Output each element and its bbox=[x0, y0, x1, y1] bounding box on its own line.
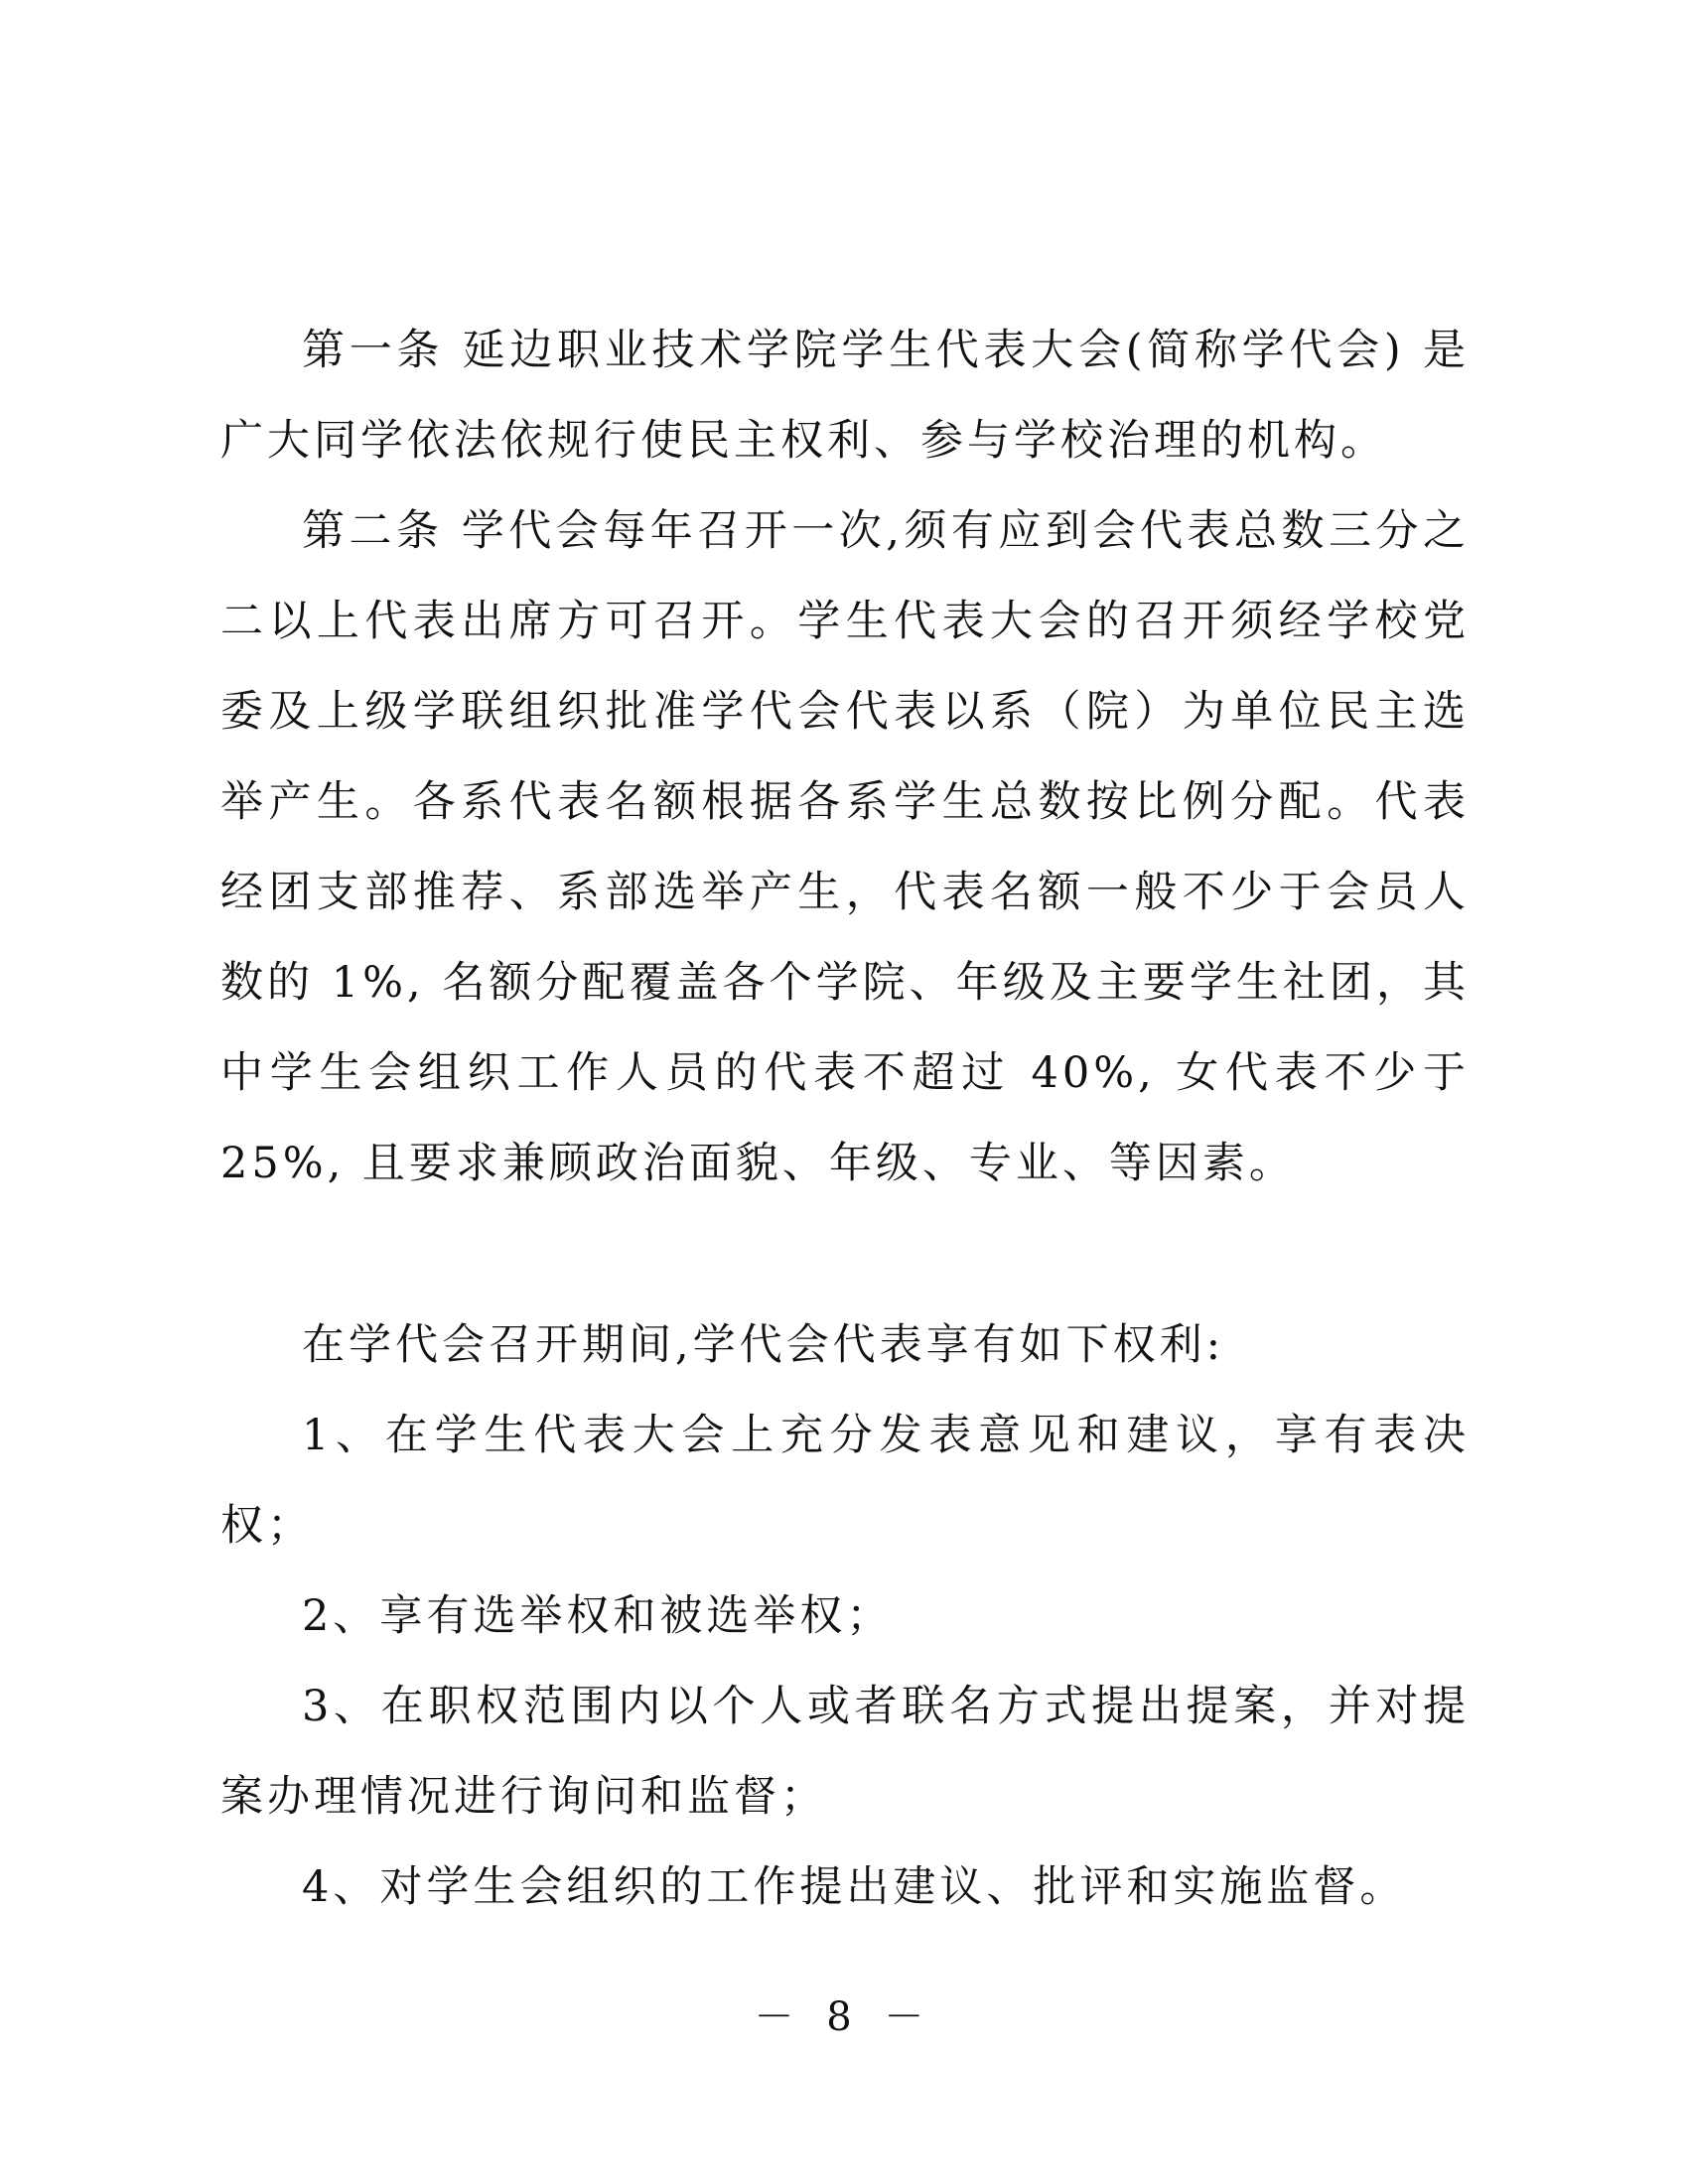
section-spacer bbox=[220, 1209, 1470, 1300]
article-1-paragraph: 第一条 延边职业技术学院学生代表大会(简称学代会) 是广大同学依法依规行使民主权利、参与学校治理的机构。 bbox=[220, 326, 1470, 466]
rights-intro-paragraph: 在学代会召开期间,学代会代表享有如下权利: bbox=[302, 1320, 1225, 1370]
right-item-4: 4、对学生会组织的工作提出建议、批评和实施监督。 bbox=[302, 1862, 1407, 1912]
article-2-paragraph: 第二条 学代会每年召开一次,须有应到会代表总数三分之二以上代表出席方可召开。学生代表大会的召开须经学校党委及上级学联组织批准学代会代表以系（院）为单位民主选举产生。各系代表名额根据各系学生总数按比例分配。代表经团支部推荐、系部选举产生，代表名额一般不少于会员人数的 1%, 名额分配覆盖各个学院、年级及主要学生社团，其中学生会组织工作人员的代表不超过 40%, 女代表不少于 25%, 且要求兼顾政治面貌、年级、专业、等因素。 bbox=[220, 506, 1470, 1188]
page-number: － 8 － bbox=[754, 1994, 934, 2040]
right-item-2: 2、享有选举权和被选举权； bbox=[302, 1591, 894, 1641]
right-item-3: 3、在职权范围内以个人或者联名方式提出提案，并对提案办理情况进行询问和监督； bbox=[220, 1682, 1470, 1822]
right-item-1: 1、在学生代表大会上充分发表意见和建议，享有表决权； bbox=[220, 1411, 1470, 1551]
document-body bbox=[220, 306, 1470, 1933]
